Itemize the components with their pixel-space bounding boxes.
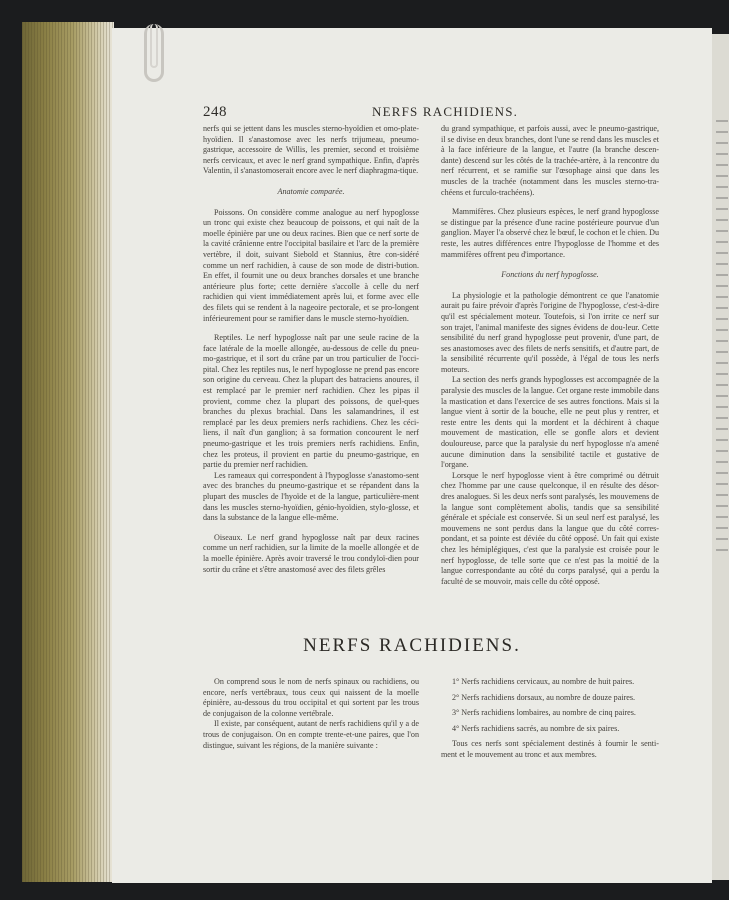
intro-right-column	[441, 677, 659, 761]
paragraph: nerfs qui se jettent dans les muscles sterno-hyoïdien et omo-plate-hyoïdien. Il s'anastomose avec les nerfs trijumeau, pneumo-gastrique, accessoire de Willis, les premier, second et troisième nerfs cervicaux, et avec le nerf grand sympathique. Enfin, d'après Valentin, il s'anastomoserait encore avec le nerf diaphragma-tique.	[203, 124, 419, 176]
paragraph: Mammifères. Chez plusieurs espèces, le nerf grand hypoglosse se distingue par la présence d'une racine postérieure pourvue d'un ganglion. Mayer l'a observé chez le bœuf, le cochon et le chien. Du reste, les autres différences entre l'hypoglosse de l'homme et des mammifères offrent peu d'importance.	[441, 207, 659, 259]
intro-closing-paragraph: Tous ces nerfs sont spécialement destinés à fournir le senti-ment et le mouvement au tronc et aux membres.	[441, 739, 659, 759]
paragraph: Lorsque le nerf hypoglosse vient à être comprimé ou détruit chez l'homme par une cause quelconque, il en résulte des désor-dres analogues. Si les deux nerfs sont paralysés, les mouvemens de la langue sont complètement abolis, tandis que sa sensibilité générale et spéciale est conservée. Si un seul nerf est paralysé, les mouvemens ne sont perdus dans la langue que du côté corres-pondant, et sa pointe est déviée du côté opposé. Un fait qui existe chez les hémiplégiques, c'est que la paralysie est croisée pour le nerf hypoglosse, de telle sorte que ce n'est pas la moitié de la langue correspondante au côté du corps paralysé, qui a perdu la faculté de se mouvoir, mais celle du côté opposé.	[441, 470, 659, 586]
running-head: NERFS RACHIDIENS.	[372, 104, 519, 119]
subheading: Anatomie comparée.	[277, 186, 345, 196]
paragraph: Poissons. On considère comme analogue au nerf hypoglosse un tronc qui existe chez beaucoup de poissons, et qui naît de la moelle épinière par une ou deux racines. Bien que ce nerf sorte de la cavité crânienne entre l'occipital basilaire et l'arc de la première vertèbre, il doit, suivant Siebold et Stannius, être con-sidéré comme un nerf rachidien, à cause de son mode de distri-bution. En effet, il fournit une ou deux branches dorsales et une branche antérieure plus forte; cette dernière s'accolle à celle du nerf rachidien qui vient immédiatement après lui, et forme avec elle des filets qui se rendent à la nageoire pectorale, et se pro-longent inférieurement pour se ramifier dans le muscle sterno-hyoïdien.	[203, 207, 419, 323]
nerve-list-item: 2° Nerfs rachidiens dorsaux, au nombre de douze paires.	[452, 692, 636, 702]
book-page-edges	[22, 22, 114, 882]
nerve-list-item: 1° Nerfs rachidiens cervicaux, au nombre de huit paires.	[452, 677, 635, 686]
intro-left-column	[203, 677, 419, 751]
paragraph: La physiologie et la pathologie démontrent ce que l'anatomie aurait pu faire prévoir d'après l'origine de l'hypoglosse, c'est-à-dire qu'il est spécialement moteur. Toutefois, si l'on irrite ce nerf sur son trajet, l'animal manifeste des signes évidens de dou-leur. Cette sensibilité du nerf grand hypoglosse peut provenir, d'une part, de ses anastomoses avec des filets de nerfs sensitifs, et d'autre part, de la sensibilité récurrente qu'il possède, à l'égal de tous les nerfs moteurs.	[441, 290, 659, 374]
paragraph: La section des nerfs grands hypoglosses est accompagnée de la paralysie des muscles de la langue. Cet organe reste immobile dans la mastication et dans l'exercice de ses autres fonctions. Mais si la langue vient à sortir de la bouche, elle ne peut plus y rentrer, et reste entre les dents qui la mordent et la déchirent à chaque mouvement de mastication, elle se gonfle alors et devient douloureuse, parce que la paralysie du nerf hypoglosse n'a amené aucune diminution dans la sensibilité tactile et gustative de l'organe.	[441, 375, 659, 470]
paragraph: du grand sympathique, et parfois aussi, avec le pneumo-gastrique, il se divise en deux branches, dont l'une se rend dans les muscles et à la face inférieure de la langue, et l'autre (la branche descen-dante) descend sur les côtés de la trachée-artère, à la rencontre du nerf récurrent, et se ramifie sur l'œsophage ainsi que dans les muscles de la trachée (notamment dans les muscles sterno-tra-chéens et furculo-trachéens).	[441, 124, 659, 197]
paragraph: On comprend sous le nom de nerfs spinaux ou rachidiens, ou encore, nerfs vertébraux, tous ceux qui naissent de la moelle épinière, au-dessous du trou occipital et qui sortent par les trous de conjugaison de la colonne vertébrale.	[203, 677, 419, 718]
left-column	[203, 124, 419, 575]
subheading: Fonctions du nerf hypoglosse.	[501, 270, 599, 280]
paragraph: Il existe, par conséquent, autant de nerfs rachidiens qu'il y a de trous de conjugaison. On en compte trente-et-une paires, que l'on distingue, suivant les régions, de la manière suivante :	[203, 719, 419, 750]
nerve-list-item: 3° Nerfs rachidiens lombaires, au nombre de cinq paires.	[452, 708, 636, 718]
paper-clip-inner-icon	[150, 24, 158, 68]
facing-page-text-fragment	[716, 120, 728, 560]
right-column	[441, 124, 659, 587]
paragraph: Reptiles. Le nerf hypoglosse naît par une seule racine de la face latérale de la moelle allongée, au-dessous de celle du pneu-mo-gastrique, et il sort du crâne par un trou particulier de l'occi-pital. Chez les reptiles nus, le nerf hypoglosse ne prend pas encore son origine du cerveau. Chez la plupart des batraciens anoures, il est remplacé par le premier nerf rachidien. Chez les pipas il provient, comme chez la plupart des poissons, de quel-ques branches du plexus brachial. Dans les salamandrines, il est remplacé par les deux premiers nerfs rachidiens. Chez les céci-liens, il naît d'un ganglion; à sa formation concourent le nerf pneumo-gastrique et les trois premiers nerfs rachidiens. Enfin, chez les proteus, il provient en partie du pneumo-gastrique, en partie du premier nerf rachidien.	[203, 333, 419, 470]
nerve-list-item: 4° Nerfs rachidiens sacrés, au nombre de six paires.	[452, 723, 620, 733]
page-number: 248	[203, 104, 227, 120]
paragraph: Les rameaux qui correspondent à l'hypoglosse s'anastomo-sent avec des branches du pneumo-gastrique et se répandent dans la plupart des muscles de l'hyoïde et de la langue, particulière-ment dans les muscles sterno-hyoïdien, génio-hyoïdien, stylo-glosse, et dans la substance de la langue elle-même.	[203, 470, 419, 523]
section-title: NERFS RACHIDIENS.	[303, 635, 521, 656]
paragraph: Oiseaux. Le nerf grand hypoglosse naît par deux racines comme un nerf rachidien, sur la limite de la moelle allongée et de la moelle épinière. Après avoir traversé le trou condyloï-dien pour sortir du crâne et s'être anastomosé avec des filets grêles	[203, 532, 419, 574]
